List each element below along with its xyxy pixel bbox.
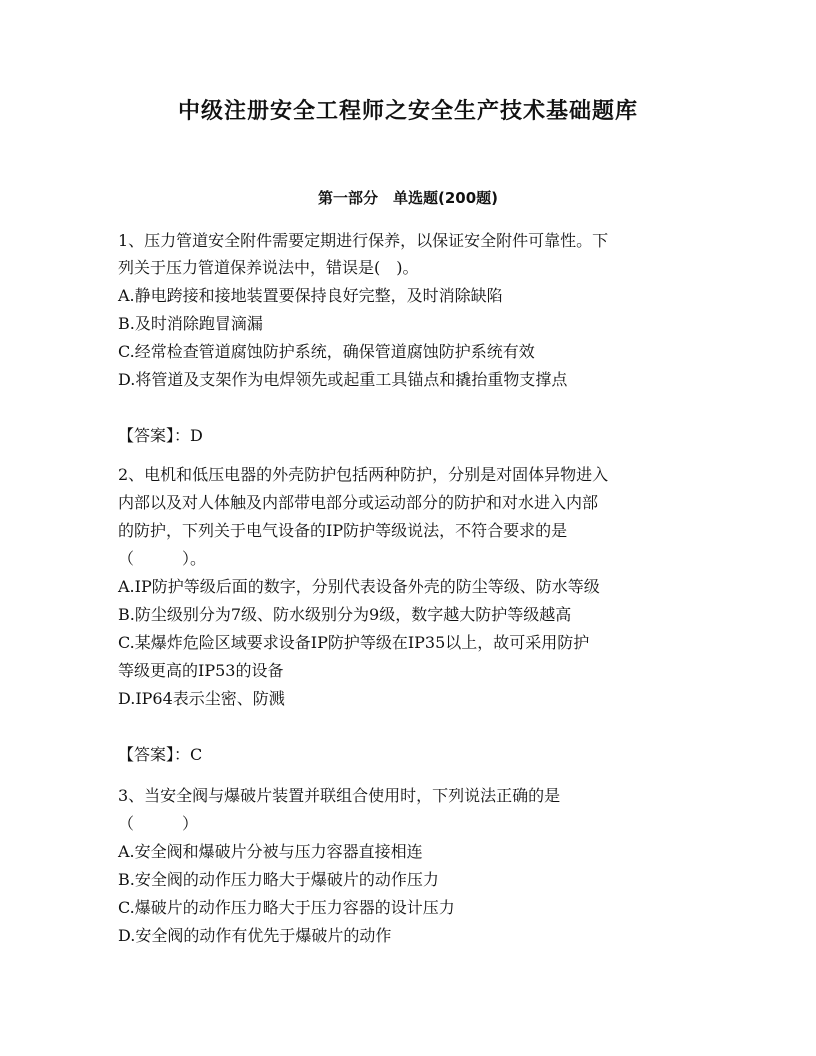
question-2-option-c-line-1: C.某爆炸危险区域要求设备IP防护等级在IP35以上，故可采用防护 [118, 633, 590, 652]
question-3-option-d: D.安全阀的动作有优先于爆破片的动作 [118, 926, 392, 945]
question-2-stem-line-1: 2、电机和低压电器的外壳防护包括两种防护，分别是对固体异物进入 [118, 465, 609, 484]
section-title: 第一部分 单选题(200题) [317, 189, 499, 207]
question-1-option-d: D.将管道及支架作为电焊领先或起重工具锚点和撬抬重物支撑点 [118, 370, 568, 389]
question-2-stem-line-4: （ ）。 [118, 549, 207, 568]
question-3-option-c: C.爆破片的动作压力略大于压力容器的设计压力 [118, 898, 455, 917]
document-title: 中级注册安全工程师之安全生产技术基础题库 [177, 99, 638, 124]
question-3-stem-line-2: （ ） [118, 814, 199, 833]
question-2-option-c-line-2: 等级更高的IP53的设备 [118, 661, 284, 680]
question-1-option-a: A.静电跨接和接地装置要保持良好完整，及时消除缺陷 [118, 286, 503, 305]
question-2-stem-line-2: 内部以及对人体触及内部带电部分或运动部分的防护和对水进入内部 [118, 493, 599, 512]
question-3-option-a: A.安全阀和爆破片分被与压力容器直接相连 [118, 842, 423, 861]
question-2-stem-line-3: 的防护，下列关于电气设备的IP防护等级说法，不符合要求的是 [118, 521, 568, 540]
question-1-option-c: C.经常检查管道腐蚀防护系统，确保管道腐蚀防护系统有效 [118, 342, 535, 361]
question-2-option-b: B.防尘级别分为7级、防水级别分为9级，数字越大防护等级越高 [118, 605, 572, 624]
question-1-option-b: B.及时消除跑冒滴漏 [118, 314, 263, 333]
question-2-option-a: A.IP防护等级后面的数字，分别代表设备外壳的防尘等级、防水等级 [118, 577, 600, 596]
question-1-answer: 【答案】：D [118, 426, 203, 445]
question-3-stem-line-1: 3、当安全阀与爆破片装置并联组合使用时，下列说法正确的是 [118, 786, 561, 805]
question-2-option-d: D.IP64表示尘密、防溅 [118, 689, 285, 708]
question-3-option-b: B.安全阀的动作压力略大于爆破片的动作压力 [118, 870, 439, 889]
question-1-stem-line-1: 1、压力管道安全附件需要定期进行保养，以保证安全附件可靠性。下 [118, 231, 609, 250]
question-2-answer: 【答案】：C [118, 745, 203, 764]
question-1-stem-line-2: 列关于压力管道保养说法中，错误是( )。 [118, 258, 419, 277]
